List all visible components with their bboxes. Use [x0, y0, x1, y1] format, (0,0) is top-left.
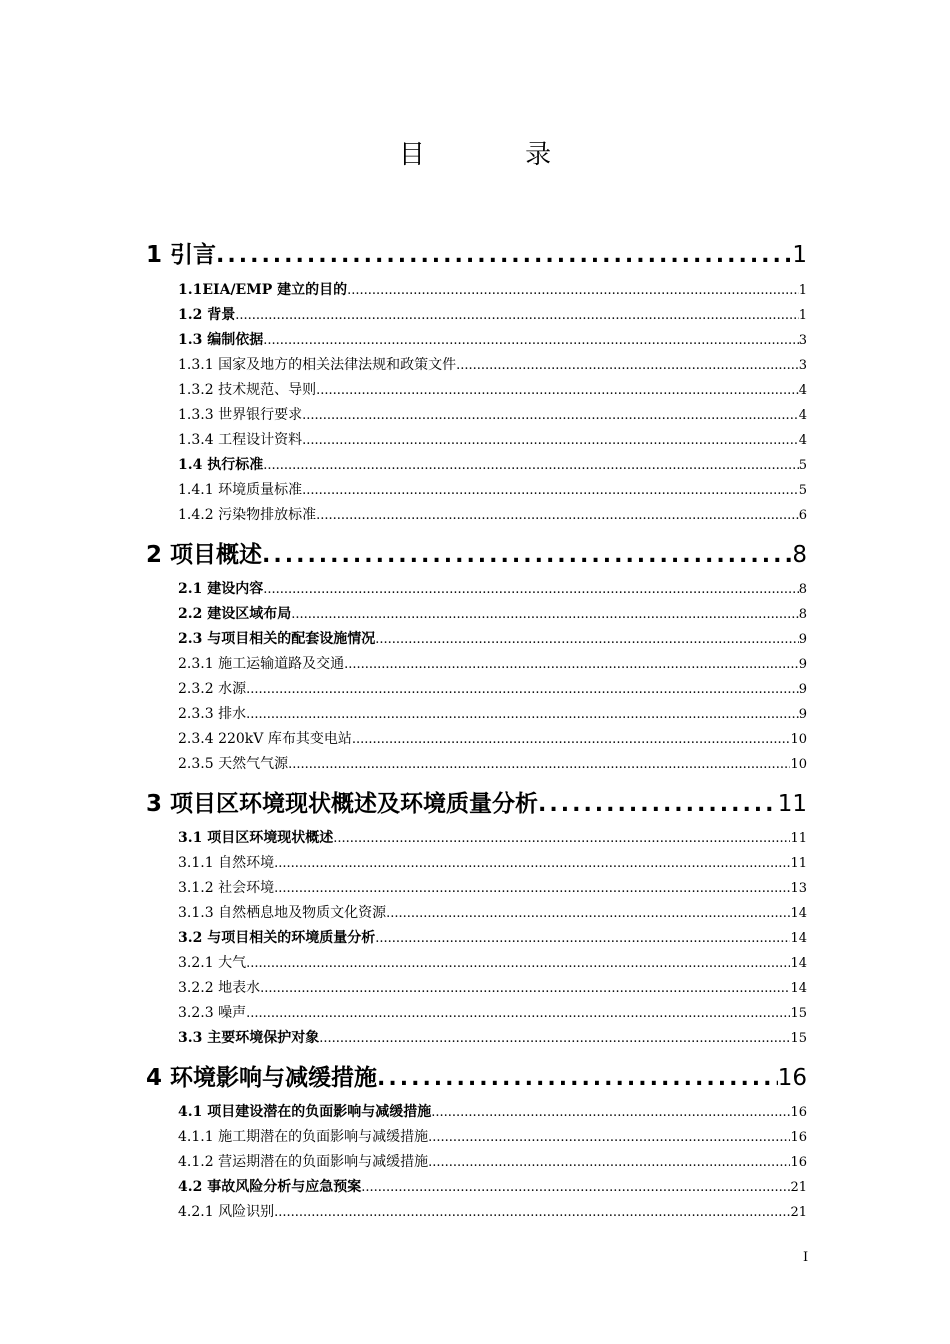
toc-entry-page: 8 [798, 582, 807, 597]
toc-entry-label: 3.1.1 自然环境 [178, 855, 275, 871]
toc-entry-level-3[interactable] [178, 479, 807, 499]
toc-leader-dots [246, 707, 799, 722]
toc-entry-page: 9 [798, 707, 807, 722]
toc-entry-page: 4 [798, 383, 807, 398]
toc-leader-dots [316, 383, 799, 398]
toc-entry-page: 13 [790, 881, 807, 896]
toc-entry-page: 16 [790, 1130, 807, 1145]
toc-entry-level-3[interactable] [178, 952, 807, 972]
toc-leader-dots [274, 881, 790, 896]
toc-entry-label: 2.3.4 220kV 库布其变电站 [178, 731, 352, 747]
toc-entry-page: 8 [792, 542, 807, 566]
toc-entry-label: 4.1 项目建设潜在的负面影响与减缓措施 [178, 1104, 432, 1120]
toc-entry-level-3[interactable] [178, 379, 807, 399]
toc-entry-page: 16 [777, 1065, 807, 1089]
toc-leader-dots [428, 1155, 790, 1170]
toc-entry-level-2[interactable] [178, 827, 807, 847]
toc-entry-label: 3.1.2 社会环境 [178, 880, 275, 896]
toc-entry-page: 11 [790, 831, 807, 846]
toc-entry-page: 3 [798, 358, 807, 373]
toc-leader-dots [333, 831, 790, 846]
toc-leader-dots [428, 1130, 790, 1145]
toc-leader-dots [302, 483, 799, 498]
toc-entry-level-3[interactable] [178, 728, 807, 748]
page-title: 目 录 [398, 140, 598, 170]
toc-entry-label: 2.3 与项目相关的配套设施情况 [178, 631, 376, 647]
toc-leader-dots [538, 792, 778, 815]
toc-leader-dots [263, 458, 798, 473]
toc-entry-level-3[interactable] [178, 877, 807, 897]
toc-leader-dots [431, 1105, 790, 1120]
toc-entry-level-2[interactable] [178, 578, 807, 598]
toc-leader-dots [262, 543, 792, 566]
toc-leader-dots [316, 508, 799, 523]
toc-entry-page: 16 [790, 1155, 807, 1170]
toc-entry-level-3[interactable] [178, 1201, 807, 1221]
toc-entry-page: 15 [790, 1006, 807, 1021]
toc-entry-level-3[interactable] [178, 354, 807, 374]
toc-entry-label: 2.3.2 水源 [178, 681, 247, 697]
toc-entry-label: 3.1 项目区环境现状概述 [178, 830, 334, 846]
toc-entry-label: 3.2 与项目相关的环境质量分析 [178, 930, 376, 946]
toc-entry-label: 1.4.1 环境质量标准 [178, 482, 303, 498]
toc-entry-label: 4 环境影响与减缓措施 [146, 1065, 378, 1089]
toc-leader-dots [302, 408, 799, 423]
footer-page-number: I [803, 1250, 809, 1265]
toc-entry-level-3[interactable] [178, 703, 807, 723]
toc-entry-label: 1.3 编制依据 [178, 332, 264, 348]
toc-entry-label: 1.3.2 技术规范、导则 [178, 382, 317, 398]
toc-entry-level-2[interactable] [178, 628, 807, 648]
toc-entry-level-3[interactable] [178, 429, 807, 449]
toc-entry-label: 2 项目概述 [146, 542, 263, 566]
toc-entry-label: 1.4 执行标准 [178, 457, 264, 473]
toc-leader-dots [260, 981, 790, 996]
toc-entry-level-3[interactable] [178, 504, 807, 524]
toc-entry-level-3[interactable] [178, 404, 807, 424]
toc-entry-page: 3 [798, 333, 807, 348]
toc-entry-label: 1.3.1 国家及地方的相关法律法规和政策文件 [178, 357, 457, 373]
toc-leader-dots [361, 1180, 790, 1195]
toc-entry-level-1[interactable] [146, 785, 807, 815]
toc-entry-page: 14 [790, 906, 807, 921]
toc-entry-page: 1 [798, 308, 807, 323]
toc-entry-level-2[interactable] [178, 603, 807, 623]
toc-entry-level-1[interactable] [146, 236, 807, 266]
toc-entry-label: 4.1.2 营运期潜在的负面影响与减缓措施 [178, 1154, 429, 1170]
toc-entry-label: 3.1.3 自然栖息地及物质文化资源 [178, 905, 387, 921]
toc-entry-page: 9 [798, 632, 807, 647]
toc-entry-level-2[interactable] [178, 1176, 807, 1196]
toc-entry-level-3[interactable] [178, 678, 807, 698]
toc-entry-page: 10 [790, 757, 807, 772]
toc-entry-label: 2.3.3 排水 [178, 706, 247, 722]
toc-leader-dots [246, 1006, 790, 1021]
toc-leader-dots [456, 358, 799, 373]
toc-entry-label: 3 项目区环境现状概述及环境质量分析 [146, 791, 539, 815]
toc-leader-dots [291, 607, 798, 622]
toc-entry-label: 4.2 事故风险分析与应急预案 [178, 1179, 362, 1195]
toc-leader-dots [386, 906, 790, 921]
toc-entry-level-2[interactable] [178, 279, 807, 299]
toc-entry-level-3[interactable] [178, 1126, 807, 1146]
toc-entry-page: 9 [798, 657, 807, 672]
toc-entry-page: 4 [798, 433, 807, 448]
toc-entry-label: 1.3.3 世界银行要求 [178, 407, 303, 423]
toc-entry-level-3[interactable] [178, 852, 807, 872]
toc-entry-label: 3.2.2 地表水 [178, 980, 261, 996]
toc-entry-page: 5 [798, 458, 807, 473]
toc-entry-page: 11 [777, 791, 807, 815]
toc-entry-level-3[interactable] [178, 1002, 807, 1022]
toc-entry-page: 14 [790, 956, 807, 971]
toc-entry-level-2[interactable] [178, 927, 807, 947]
toc-entry-label: 1.1EIA/EMP 建立的目的 [178, 282, 348, 298]
toc-entry-level-2[interactable] [178, 304, 807, 324]
toc-leader-dots [274, 856, 790, 871]
toc-entry-page: 10 [790, 732, 807, 747]
toc-leader-dots [375, 931, 790, 946]
toc-leader-dots [347, 283, 799, 298]
toc-entry-label: 4.2.1 风险识别 [178, 1204, 275, 1220]
toc-leader-dots [274, 1205, 790, 1220]
toc-entry-label: 1 引言 [146, 242, 217, 266]
toc-entry-level-3[interactable] [178, 1151, 807, 1171]
toc-leader-dots [263, 582, 798, 597]
toc-entry-level-3[interactable] [178, 902, 807, 922]
toc-entry-page: 15 [790, 1031, 807, 1046]
toc-entry-level-3[interactable] [178, 977, 807, 997]
toc-entry-page: 1 [792, 242, 807, 266]
toc-leader-dots [344, 657, 799, 672]
toc-entry-level-3[interactable] [178, 753, 807, 773]
toc-leader-dots [375, 632, 798, 647]
toc-leader-dots [246, 956, 790, 971]
toc-entry-label: 2.2 建设区域布局 [178, 606, 292, 622]
toc-entry-label: 2.3.5 天然气气源 [178, 756, 289, 772]
toc-entry-page: 8 [798, 607, 807, 622]
toc-entry-page: 14 [790, 981, 807, 996]
toc-entry-label: 2.1 建设内容 [178, 581, 264, 597]
toc-entry-label: 3.2.3 噪声 [178, 1005, 247, 1021]
toc-entry-page: 14 [790, 931, 807, 946]
toc-entry-page: 16 [790, 1105, 807, 1120]
toc-leader-dots [352, 732, 791, 747]
toc-leader-dots [377, 1066, 778, 1089]
toc-entry-page: 4 [798, 408, 807, 423]
toc-entry-page: 21 [790, 1205, 807, 1220]
toc-entry-level-1[interactable] [146, 1059, 807, 1089]
toc-entry-level-2[interactable] [178, 1101, 807, 1121]
toc-entry-level-2[interactable] [178, 329, 807, 349]
toc-entry-page: 1 [798, 283, 807, 298]
toc-leader-dots [319, 1031, 790, 1046]
toc-leader-dots [288, 757, 790, 772]
toc-entry-level-1[interactable] [146, 536, 807, 566]
toc-entry-level-2[interactable] [178, 1027, 807, 1047]
toc-leader-dots [216, 243, 792, 266]
toc-entry-page: 6 [798, 508, 807, 523]
toc-entry-label: 3.2.1 大气 [178, 955, 247, 971]
toc-entry-label: 3.3 主要环境保护对象 [178, 1030, 320, 1046]
toc-entry-label: 2.3.1 施工运输道路及交通 [178, 656, 345, 672]
toc-leader-dots [235, 308, 798, 323]
toc-entry-level-2[interactable] [178, 454, 807, 474]
toc-entry-label: 1.2 背景 [178, 307, 236, 323]
toc-entry-page: 9 [798, 682, 807, 697]
toc-leader-dots [302, 433, 799, 448]
toc-entry-level-3[interactable] [178, 653, 807, 673]
toc-entry-label: 1.4.2 污染物排放标准 [178, 507, 317, 523]
toc-leader-dots [246, 682, 799, 697]
toc-entry-page: 21 [790, 1180, 807, 1195]
toc-leader-dots [263, 333, 798, 348]
toc-entry-page: 5 [798, 483, 807, 498]
toc-entry-label: 1.3.4 工程设计资料 [178, 432, 303, 448]
toc-entry-label: 4.1.1 施工期潜在的负面影响与减缓措施 [178, 1129, 429, 1145]
toc-entry-page: 11 [790, 856, 807, 871]
